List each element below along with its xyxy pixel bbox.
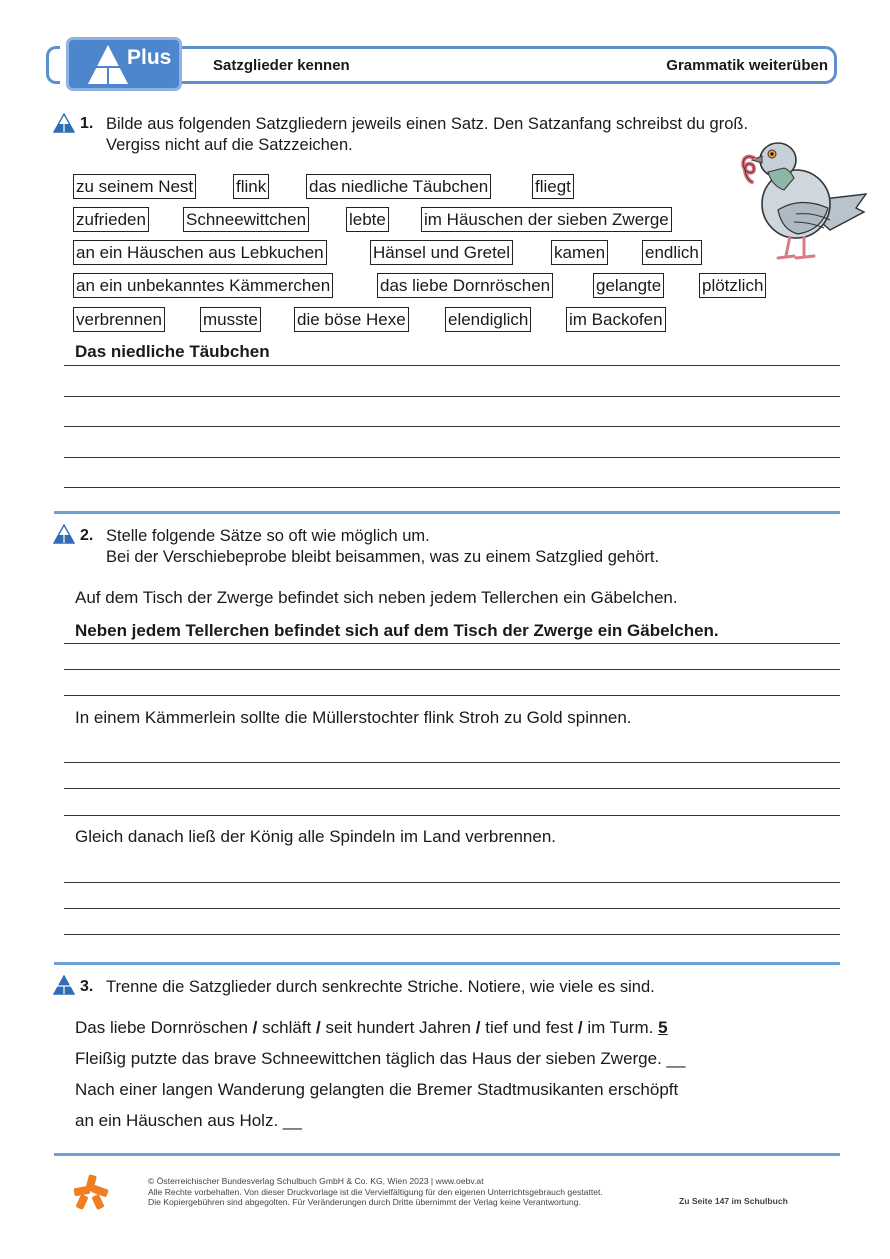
task-1-instruction-line-2: Vergiss nicht auf die Satzzeichen. (106, 136, 353, 154)
difficulty-level-icon (53, 975, 75, 995)
writing-line (64, 487, 840, 488)
writing-line (64, 695, 840, 696)
footer-divider (54, 1153, 840, 1156)
worksheet-title: Satzglieder kennen (213, 57, 350, 74)
word-box: elendiglich (445, 307, 531, 332)
divider-mark: / (316, 1018, 321, 1037)
difficulty-level-icon (53, 113, 75, 133)
task-1-instruction-line-1: Bilde aus folgenden Satzgliedern jeweils einen Satz. Den Satzanfang schreibst du groß. (106, 115, 749, 133)
task-3-sentence-2b: an ein Häuschen aus Holz. __ (75, 1111, 302, 1130)
pigeon-with-worm-illustration (738, 138, 870, 264)
word-box: die böse Hexe (294, 307, 409, 332)
footer-line: Alle Rechte vorbehalten. Von dieser Druckvorlage ist die Vervielfältigung für den eigenen Unterrichtsgebrauch gestattet. (148, 1186, 603, 1197)
writing-line (64, 643, 840, 644)
word-box: flink (233, 174, 269, 199)
task-3-number: 3. (80, 978, 94, 995)
task-1-instruction (106, 114, 748, 156)
word-box: Schneewittchen (183, 207, 309, 232)
writing-line (64, 426, 840, 427)
word-box: zufrieden (73, 207, 149, 232)
writing-line (64, 365, 840, 366)
divider-mark: / (252, 1018, 258, 1037)
word-box: im Backofen (566, 307, 666, 332)
word-box: fliegt (532, 174, 574, 199)
writing-line (64, 788, 840, 789)
task-2-example-answer: Neben jedem Tellerchen befindet sich auf dem Tisch der Zwerge ein Gäbelchen. (75, 621, 719, 640)
example-part: Das liebe Dornröschen (75, 1018, 248, 1037)
example-part: im Turm. (587, 1018, 654, 1037)
writing-line (64, 762, 840, 763)
writing-line (64, 669, 840, 670)
word-box: Hänsel und Gretel (370, 240, 513, 265)
example-part: tief und fest (485, 1018, 574, 1037)
word-box: musste (200, 307, 261, 332)
example-count: 5 (658, 1018, 668, 1037)
task-1-number: 1. (80, 115, 94, 132)
word-box: an ein unbekanntes Kämmerchen (73, 273, 333, 298)
word-box: endlich (642, 240, 702, 265)
task-3-sentence-1: Fleißig putzte das brave Schneewittchen täglich das Haus der sieben Zwerge. __ (75, 1049, 686, 1068)
writing-line (64, 396, 840, 397)
footer-line: Die Kopiergebühren sind abgegolten. Für Veränderungen durch Dritte übernimmt der Verlag keine Verantwortung. (148, 1197, 581, 1207)
task-2-instruction-line-1: Stelle folgende Sätze so oft wie möglich um. (106, 527, 430, 545)
task-2-number: 2. (80, 527, 94, 544)
word-box: das liebe Dornröschen (377, 273, 553, 298)
writing-line (64, 934, 840, 935)
footer-copyright (148, 1176, 603, 1208)
writing-line (64, 908, 840, 909)
writing-line (64, 457, 840, 458)
section-divider (54, 511, 840, 514)
footer-line: © Österreichischer Bundesverlag Schulbuch GmbH & Co. KG, Wien 2023 | www.oebv.at (148, 1176, 484, 1186)
writing-line (64, 882, 840, 883)
task-3-sentence-2a: Nach einer langen Wanderung gelangten die Bremer Stadtmusikanten erschöpft (75, 1080, 679, 1099)
footer-page-reference: Zu Seite 147 im Schulbuch (679, 1196, 788, 1206)
task-2-instruction-line-2: Bei der Verschiebeprobe bleibt beisammen, was zu einem Satzglied gehört. (106, 548, 660, 566)
task-2-instruction (106, 526, 659, 568)
word-box: zu seinem Nest (73, 174, 196, 199)
task-2-sentence-2: In einem Kämmerlein sollte die Müllerstochter flink Stroh zu Gold spinnen. (75, 708, 632, 727)
worksheet-section: Grammatik weiterüben (666, 57, 828, 74)
example-part: seit hundert Jahren (325, 1018, 472, 1037)
word-box: lebte (346, 207, 389, 232)
word-box: im Häuschen der sieben Zwerge (421, 207, 672, 232)
word-box: das niedliche Täubchen (306, 174, 491, 199)
logo-label: Plus (127, 46, 172, 69)
divider-mark: / (475, 1018, 481, 1037)
word-box: gelangte (593, 273, 664, 298)
section-divider (54, 962, 840, 965)
task-1-example-start: Das niedliche Täubchen (75, 342, 270, 361)
word-box: kamen (551, 240, 608, 265)
word-box: verbrennen (73, 307, 165, 332)
plus-logo (66, 37, 182, 91)
task-3-example (75, 1017, 668, 1039)
word-box: plötzlich (699, 273, 766, 298)
task-3-instruction: Trenne die Satzglieder durch senkrechte Striche. Notiere, wie viele es sind. (106, 978, 655, 996)
triangle-logo-icon (87, 44, 129, 86)
example-part: schläft (262, 1018, 312, 1037)
header-frame-left (46, 46, 60, 84)
task-2-sentence-3: Gleich danach ließ der König alle Spindeln im Land verbrennen. (75, 827, 557, 846)
difficulty-level-icon (53, 524, 75, 544)
divider-mark: / (577, 1018, 583, 1037)
writing-line (64, 815, 840, 816)
task-2-sentence-1: Auf dem Tisch der Zwerge befindet sich neben jedem Tellerchen ein Gäbelchen. (75, 588, 678, 607)
publisher-logo-icon (72, 1173, 110, 1211)
word-box: an ein Häuschen aus Lebkuchen (73, 240, 327, 265)
